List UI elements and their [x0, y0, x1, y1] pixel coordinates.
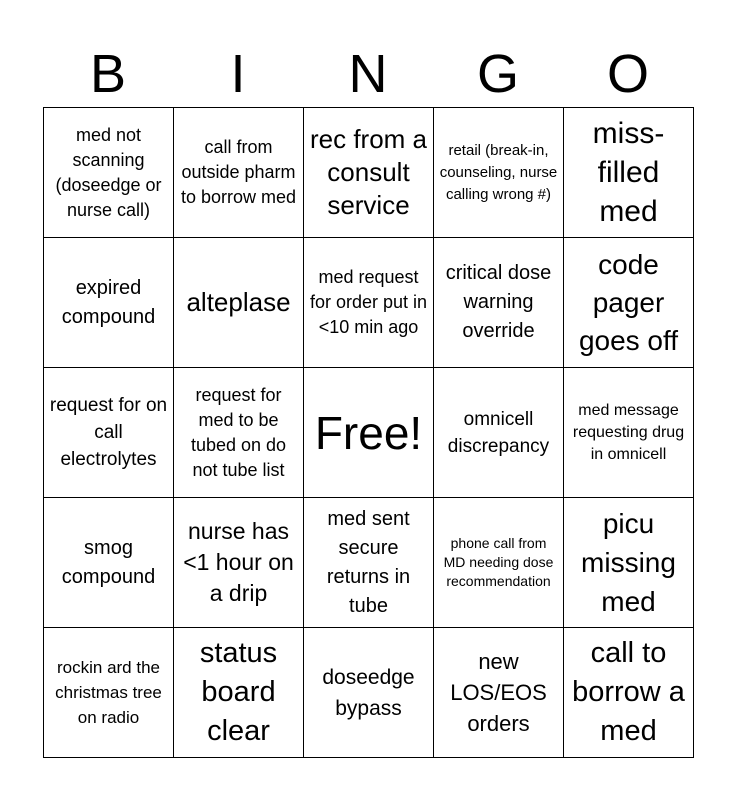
bingo-cell[interactable] [44, 628, 174, 758]
cell-text: request for med to be tubed on do not tube list [190, 384, 287, 480]
bingo-cell[interactable] [44, 498, 174, 628]
bingo-cell[interactable] [564, 628, 694, 758]
bingo-cell[interactable] [434, 238, 564, 368]
cell-text: picu missing med [581, 508, 676, 617]
free-space-text: Free! [314, 406, 423, 459]
cell-text: new LOS/EOS orders [450, 649, 547, 736]
cell-text: code pager goes off [578, 248, 679, 356]
cell-text: retail (break-in, counseling, nurse calling wrong #) [439, 141, 558, 203]
bingo-cell[interactable] [174, 628, 304, 758]
header-letter-b: B [89, 44, 127, 104]
cell-text: rec from a consult service [309, 124, 428, 220]
cell-text: med not scanning (doseedge or nurse call) [55, 124, 162, 220]
bingo-cell[interactable] [564, 108, 694, 238]
bingo-board [43, 107, 694, 758]
cell-text: status board clear [199, 637, 278, 747]
cell-text: alteplase [186, 287, 291, 317]
bingo-cell[interactable] [434, 498, 564, 628]
bingo-cell[interactable] [174, 368, 304, 498]
bingo-cell[interactable] [304, 108, 434, 238]
header-letter-i: I [230, 44, 246, 104]
bingo-cell[interactable] [564, 238, 694, 368]
header-letter-o: O [606, 44, 649, 104]
cell-text: med request for order put in <10 min ago [309, 267, 428, 337]
bingo-cell[interactable] [174, 498, 304, 628]
cell-text: med sent secure returns in tube [326, 507, 411, 617]
bingo-cell[interactable] [44, 368, 174, 498]
cell-text: omnicell discrepancy [447, 408, 550, 457]
cell-text: med message requesting drug in omnicell [572, 401, 685, 463]
bingo-cell[interactable] [44, 108, 174, 238]
bingo-cell[interactable] [434, 108, 564, 238]
free-space-cell[interactable] [304, 368, 434, 498]
bingo-cell[interactable] [304, 238, 434, 368]
cell-text: miss-filled med [592, 117, 665, 228]
bingo-cell[interactable] [174, 238, 304, 368]
header-letter-n: N [348, 44, 388, 104]
cell-text: phone call from MD needing dose recommendation [443, 535, 554, 589]
bingo-header [43, 40, 693, 108]
cell-text: request for on call electrolytes [49, 395, 168, 470]
header-letter-g: G [476, 44, 519, 104]
bingo-cell[interactable] [174, 108, 304, 238]
cell-text: critical dose warning override [445, 262, 552, 342]
cell-text: nurse has <1 hour on a drip [183, 518, 294, 606]
bingo-cell[interactable] [304, 498, 434, 628]
bingo-cell[interactable] [564, 368, 694, 498]
cell-text: call to borrow a med [572, 637, 685, 747]
cell-text: expired compound [61, 276, 156, 328]
cell-text: call from outside pharm to borrow med [180, 137, 297, 207]
bingo-cell[interactable] [44, 238, 174, 368]
cell-text: doseedge bypass [322, 665, 415, 720]
bingo-cell[interactable] [434, 628, 564, 758]
bingo-cell[interactable] [304, 628, 434, 758]
bingo-cell[interactable] [434, 368, 564, 498]
cell-text: rockin ard the christmas tree on radio [55, 658, 162, 727]
bingo-cell[interactable] [564, 498, 694, 628]
cell-text: smog compound [61, 536, 156, 588]
